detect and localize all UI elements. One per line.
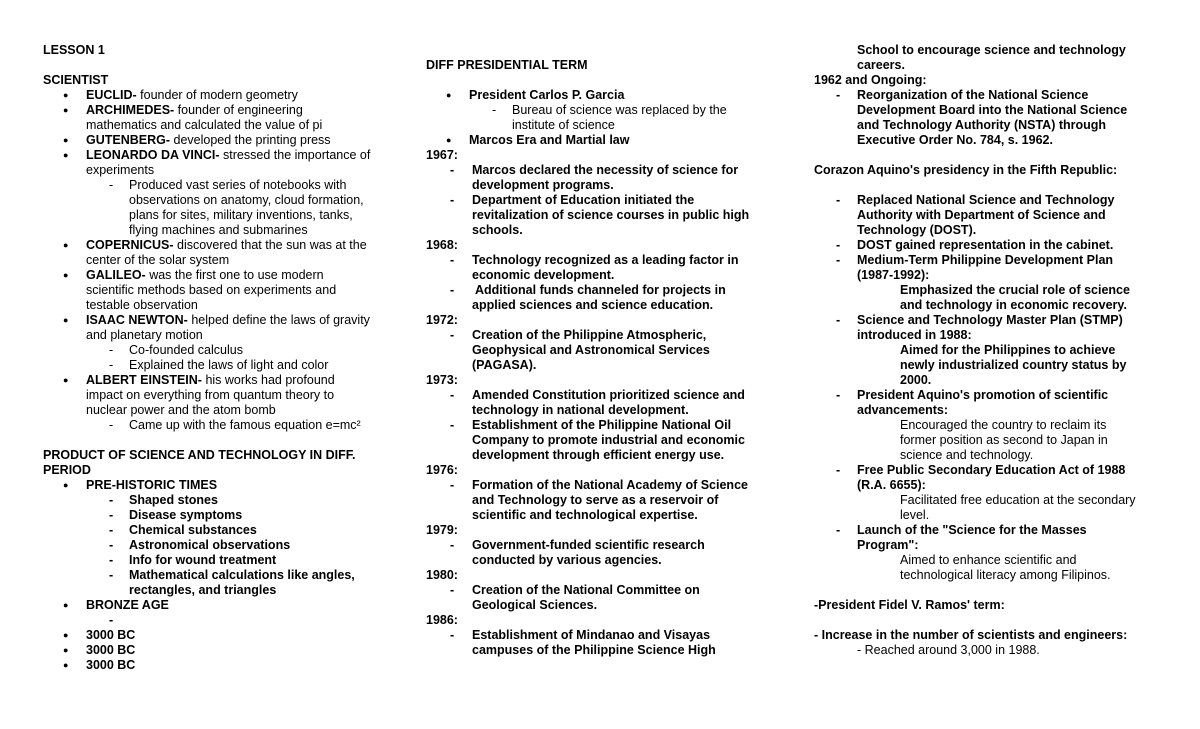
list-item: ● COPERNICUS- discovered that the sun was at the (43, 238, 403, 253)
list-item: ● PRE-HISTORIC TIMES (43, 478, 403, 493)
list-item: ● 3000 BC (43, 643, 403, 658)
sub-item-continuation: Technology (DOST). (857, 223, 977, 237)
sub-item-continuation: Program": (857, 538, 919, 552)
sub-item-continuation: conducted by various agencies. (472, 553, 662, 567)
sub-item: - Launch of the "Science for the Masses (814, 523, 1154, 538)
list-item: ● BRONZE AGE (43, 598, 403, 613)
sub-item: - Creation of the Philippine Atmospheric, (426, 328, 771, 343)
sub-item-continuation: development through efficient energy use. (472, 448, 725, 462)
product-heading-continuation: PERIOD (43, 463, 91, 477)
continued-text: School to encourage science and technology (857, 43, 1126, 57)
sub-item: - Formation of the National Academy of Science (426, 478, 771, 493)
sub-item: - President Aquino's promotion of scientific (814, 388, 1154, 403)
empty-sub-item (43, 613, 403, 628)
sub-item: - Info for wound treatment (43, 553, 403, 568)
sub-item: - Astronomical observations (43, 538, 403, 553)
list-item-continuation: and planetary motion (86, 328, 203, 342)
sub-item: - Produced vast series of notebooks with (43, 178, 403, 193)
list-item: ● Marcos Era and Martial law (426, 133, 771, 148)
list-item: ● GUTENBERG- developed the printing press (43, 133, 403, 148)
sub-item: - Amended Constitution prioritized science and (426, 388, 771, 403)
sub-item-continuation: and Technology to serve as a reservoir of (472, 493, 719, 507)
sub-item: - Technology recognized as a leading factor in (426, 253, 771, 268)
sub-item-continuation: Authority with Department of Science and (857, 208, 1106, 222)
list-item-continuation: mathematics and calculated the value of pi (86, 118, 323, 132)
sub-item-continuation: development programs. (472, 178, 614, 192)
aquino-heading: Corazon Aquino's presidency in the Fifth Republic: (814, 163, 1118, 177)
sub-item: - Disease symptoms (43, 508, 403, 523)
column-scientists (43, 43, 403, 673)
continued-text: careers. (857, 58, 905, 72)
sub-item-continuation: institute of science (512, 118, 615, 132)
sub-item-continuation: scientific and technological expertise. (472, 508, 698, 522)
list-item: ● ISAAC NEWTON- helped define the laws of gravity (43, 313, 403, 328)
sub-item-continuation: Executive Order No. 784, s. 1962. (857, 133, 1053, 147)
detail-text: Facilitated free education at the secondary (900, 493, 1136, 507)
sub-item-continuation: campuses of the Philippine Science High (472, 643, 716, 657)
sub-item: - Marcos declared the necessity of science for (426, 163, 771, 178)
sub-item-continuation: schools. (472, 223, 523, 237)
list-item: ● 3000 BC (43, 658, 403, 673)
list-item: ● LEONARDO DA VINCI- stressed the importance of (43, 148, 403, 163)
sub-item-continuation: applied sciences and science education. (472, 298, 714, 312)
year-label: 1976: (426, 463, 458, 477)
sub-item-continuation: (PAGASA). (472, 358, 537, 372)
sub-item-continuation: advancements: (857, 403, 949, 417)
sub-item-continuation: and Technology Authority (NSTA) through (857, 118, 1107, 132)
year-label: 1980: (426, 568, 458, 582)
column-aquino-ramos (814, 43, 1154, 658)
sub-item: - Chemical substances (43, 523, 403, 538)
sub-item: - Shaped stones (43, 493, 403, 508)
sub-item: - Establishment of the Philippine National Oil (426, 418, 771, 433)
list-item-continuation: experiments (86, 163, 155, 177)
sub-item-continuation: flying machines and submarines (129, 223, 308, 237)
presidential-term-heading: DIFF PRESIDENTIAL TERM (426, 58, 588, 72)
lesson-title: LESSON 1 (43, 43, 105, 57)
detail-text: newly industrialized country status by (900, 358, 1127, 372)
sub-item: - Explained the laws of light and color (43, 358, 403, 373)
year-label: 1979: (426, 523, 458, 537)
sub-item-continuation: rectangles, and triangles (129, 583, 277, 597)
detail-text: Emphasized the crucial role of science (900, 283, 1130, 297)
list-item-continuation: testable observation (86, 298, 198, 312)
detail-text: and technology in economic recovery. (900, 298, 1127, 312)
year-label: 1972: (426, 313, 458, 327)
sub-item: - Free Public Secondary Education Act of 1988 (814, 463, 1154, 478)
detail-text: Aimed for the Philippines to achieve (900, 343, 1116, 357)
list-item-continuation: center of the solar system (86, 253, 230, 267)
sub-item-continuation: revitalization of science courses in public high (472, 208, 750, 222)
year-label: 1973: (426, 373, 458, 387)
list-item: ● GALILEO- was the first one to use modern (43, 268, 403, 283)
sub-item: - Bureau of science was replaced by the (426, 103, 771, 118)
list-item-continuation: impact on everything from quantum theory to (86, 388, 335, 402)
detail-text: - Reached around 3,000 in 1988. (857, 643, 1040, 657)
sub-item: - Creation of the National Committee on (426, 583, 771, 598)
sub-item-continuation: economic development. (472, 268, 615, 282)
list-item: ● 3000 BC (43, 628, 403, 643)
detail-text: Aimed to enhance scientific and (900, 553, 1077, 567)
list-item: ● President Carlos P. Garcia (426, 88, 771, 103)
sub-item: - Mathematical calculations like angles, (43, 568, 403, 583)
list-item: ● ARCHIMEDES- founder of engineering (43, 103, 403, 118)
sub-item: - Replaced National Science and Technology (814, 193, 1154, 208)
detail-text: level. (900, 508, 930, 522)
year-label: 1967: (426, 148, 458, 162)
sub-item-continuation: observations on anatomy, cloud formation, (129, 193, 364, 207)
column-presidential-terms (426, 43, 771, 658)
year-label: 1968: (426, 238, 458, 252)
sub-item: - Government-funded scientific research (426, 538, 771, 553)
list-item: ● ALBERT EINSTEIN- his works had profound (43, 373, 403, 388)
detail-text: Encouraged the country to reclaim its (900, 418, 1107, 432)
year-label: 1962 and Ongoing: (814, 73, 927, 87)
sub-item-continuation: plans for sites, military inventions, tanks, (129, 208, 353, 222)
product-heading: PRODUCT OF SCIENCE AND TECHNOLOGY IN DIFF. (43, 448, 356, 462)
increase-heading: - Increase in the number of scientists and engineers: (814, 628, 1128, 642)
sub-item: - Co-founded calculus (43, 343, 403, 358)
sub-item-continuation: Development Board into the National Science (857, 103, 1128, 117)
ramos-heading: -President Fidel V. Ramos' term: (814, 598, 1005, 612)
year-label: 1986: (426, 613, 458, 627)
sub-item: - Additional funds channeled for projects in (426, 283, 771, 298)
list-item-continuation: nuclear power and the atom bomb (86, 403, 276, 417)
sub-item-continuation: Geological Sciences. (472, 598, 598, 612)
sub-item-continuation: (R.A. 6655): (857, 478, 926, 492)
sub-item: - Reorganization of the National Science (814, 88, 1154, 103)
list-item-continuation: scientific methods based on experiments and (86, 283, 337, 297)
sub-item-continuation: introduced in 1988: (857, 328, 972, 342)
detail-text: 2000. (900, 373, 932, 387)
detail-text: former position as second to Japan in (900, 433, 1108, 447)
sub-item-continuation: (1987-1992): (857, 268, 930, 282)
sub-item-continuation: technology in national development. (472, 403, 689, 417)
sub-item: - Department of Education initiated the (426, 193, 771, 208)
sub-item: - Came up with the famous equation e=mc² (43, 418, 403, 433)
detail-text: technological literacy among Filipinos. (900, 568, 1111, 582)
sub-item: - Establishment of Mindanao and Visayas (426, 628, 771, 643)
scientist-heading: SCIENTIST (43, 73, 109, 87)
sub-item: - Medium-Term Philippine Development Plan (814, 253, 1154, 268)
list-item: ● EUCLID- founder of modern geometry (43, 88, 403, 103)
sub-item-continuation: Geophysical and Astronomical Services (472, 343, 710, 357)
sub-item-continuation: Company to promote industrial and economic (472, 433, 745, 447)
detail-text: science and technology. (900, 448, 1034, 462)
sub-item: - Science and Technology Master Plan (STMP) (814, 313, 1154, 328)
sub-item: - DOST gained representation in the cabinet. (814, 238, 1154, 253)
